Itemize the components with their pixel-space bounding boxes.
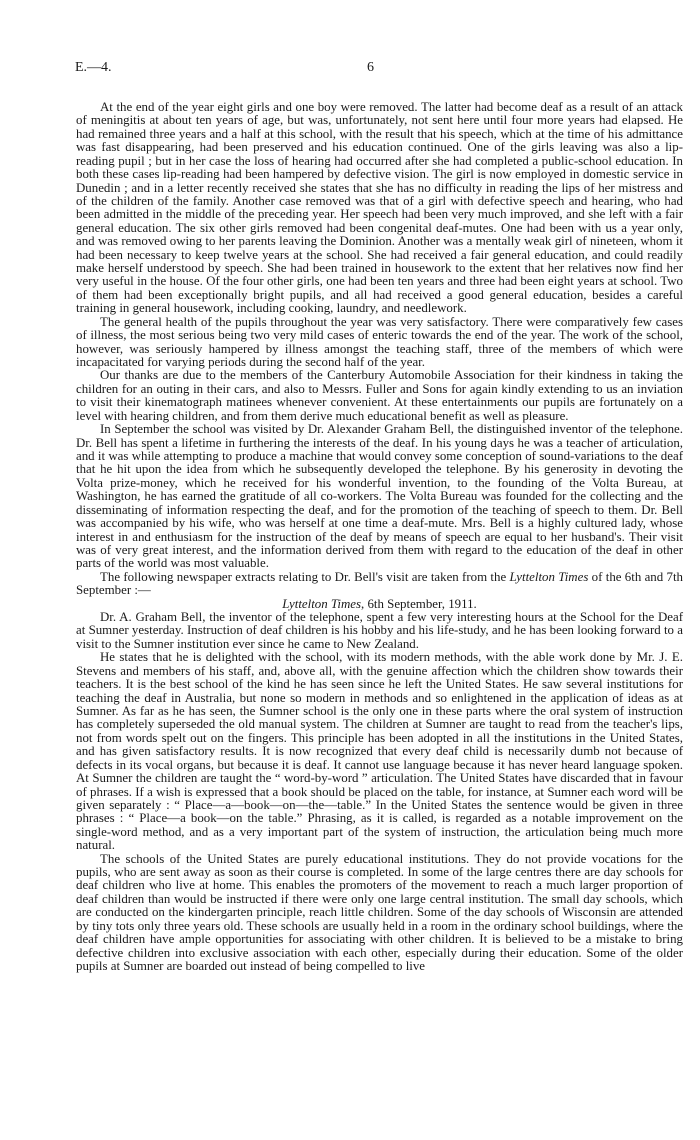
paragraph-extracts-intro	[76, 571, 683, 598]
extract-date: , 6th September, 1911.	[361, 596, 477, 611]
extract-heading	[76, 598, 683, 611]
page-number: 6	[367, 60, 374, 75]
extract-source: Lyttelton Times	[282, 596, 362, 611]
paragraph-thanks: Our thanks are due to the members of the Canterbury Automobile Association for their kindness in taking the children for an outing in their cars, and also to Messrs. Fuller and Sons for again kindly extending to us an inviation to visit their kinematograph matinees whenever convenient. At these entertainments our pupils are fortunately on a level with hearing children, and from them derive much educational benefit as well as pleasure.	[76, 368, 683, 423]
document-code: E.—4.	[75, 60, 112, 75]
document-body	[76, 101, 683, 973]
page-header	[75, 60, 685, 78]
paragraph-removals: At the end of the year eight girls and one boy were removed. The latter had become deaf as a result of an attack of meningitis at about ten years of age, but was, unfortunately, not sent here until four more years had elapsed. He had remained three years and a half at this school, with the result that his speech, which at the time of his admittance was fast disappearing, had been preserved and his education continued. One of the girls leaving was also a lip-reading pupil ; but in her case the loss of hearing had occurred after she had completed a public-school education. In both these cases lip-reading had been hampered by defective vision. The girl is now employed in domestic service in Dunedin ; and in a letter recently received she states that she has no difficulty in reading the lips of her mistress and of the children of the family. Another case removed was that of a girl with defective speech and hearing, who had been admitted in the middle of the preceding year. Her speech had been very much improved, and she left with a fair general education. The six other girls removed had been congenital deaf-mutes. One had been with us a year only, and was removed owing to her parents leaving the Dominion. Another was a mentally weak girl of nineteen, whom it had been necessary to keep twelve years at the school. She had received a fair general education, and could readily make herself understood by speech. She had been trained in housework to the extent that her relatives now find her very useful in the house. Of the four other girls, one had been ten years and three had been eight years at school. Two of them had been exceptionally bright pupils, and all had received a good general education, besides a careful training in general housework, including cooking, laundry, and needlework.	[76, 100, 683, 316]
intro-text: The following newspaper extracts relating to Dr. Bell's visit are taken from the	[100, 569, 510, 584]
intro-text-end: of the 6th and 7th September :—	[76, 569, 683, 598]
extract-paragraph: He states that he is delighted with the school, with its modern methods, with the able work done by Mr. J. E. Stevens and members of his staff, and, above all, with the genuine affection which the children show towards their teachers. It is the best school of the kind he has seen since he left the United States. He saw several institutions for teaching the deaf in Australia, but none so modern in methods and so enlightened in the application of ideas as at Sumner. As far as he has seen, the Sumner school is the only one in these parts where the oral system of instruction has completely superseded the old manual system. The children at Sumner are taught to read from the teacher's lips, not from words spelt out on the fingers. This principle has been adopted in all the institutions in the United States, and has given satisfactory results. It is now recognized that every deaf child is necessarily dumb not because of defects in its vocal organs, but because it is deaf. It cannot use language because it has never heard language spoken. At Sumner the children are taught the “ word-by-word ” articulation. The United States have discarded that in favour of phrases. If a wish is expressed that a book should be placed on the table, for instance, at Sumner each word will be given separately : “ Place—a—book—on—the—table.” In the United States the sentence would be given in three phrases : “ Place—a book—on the table.” Phrasing, as it is called, is regarded as a notable improvement on the single-word method, and as a very important part of the system of instruction, the articulation being much more natural.	[76, 650, 683, 853]
paragraph-health: The general health of the pupils throughout the year was very satisfactory. There were comparatively few cases of illness, the most serious being two very mild cases of enteric towards the end of the year. The work of the school, however, was seriously hampered by illness amongst the teaching staff, three of the members of which were incapacitated for varying periods during the second half of the year.	[76, 314, 683, 370]
newspaper-name: Lyttelton Times	[509, 569, 589, 584]
extract-paragraph: Dr. A. Graham Bell, the inventor of the telephone, spent a few very interesting hours at the School for the Deaf at Sumner yesterday. Instruction of deaf children is his hobby and his life-study, and he has been looking forward to a visit to the Sumner institution ever since he came to New Zealand.	[76, 610, 683, 651]
extract-paragraph: The schools of the United States are purely educational institutions. They do not provide vocations for the pupils, who are sent away as soon as their course is completed. In some of the large centres there are day schools for deaf children who live at home. This enables the promoters of the movement to reach a much larger proportion of deaf children than would be instructed if there were only one large central institution. The small day schools, which are conducted on the kindergarten principle, reach little children. Some of the day schools of Wisconsin are attended by tiny tots only three years old. These schools are usually held in a room in the ordinary school buildings, where the deaf children have ample opportunities for associating with other children. It is believed to be a mistake to bring defective children into exclusive association with each other, especially during their education. Some of the older pupils at Sumner are boarded out instead of being compelled to live	[76, 851, 683, 973]
paragraph-bell-visit: In September the school was visited by Dr. Alexander Graham Bell, the distinguished inventor of the telephone. Dr. Bell has spent a lifetime in furthering the interests of the deaf. In his young days he was a teacher of articulation, and it was while attempting to produce a machine that would convey some conception of sound-variations to the deaf that he hit upon the idea from which he subsequently developed the telephone. By his generosity in devoting the Volta prize-money, which he received for his wonderful invention, to the founding of the Volta Bureau, at Washington, he has earned the gratitude of all co-workers. The Volta Bureau was founded for the collecting and the disseminating of information respecting the deaf, and for the promotion of the teaching of speech to them. Dr. Bell was accompanied by his wife, who was herself at one time a deaf-mute. Mrs. Bell is a highly cultured lady, whose interest in and enthusiasm for the instruction of the deaf by means of speech are equal to her husband's. Their visit was of very great interest, and the information derived from them with regard to the education of the deaf in other parts of the world was most valuable.	[76, 422, 683, 571]
